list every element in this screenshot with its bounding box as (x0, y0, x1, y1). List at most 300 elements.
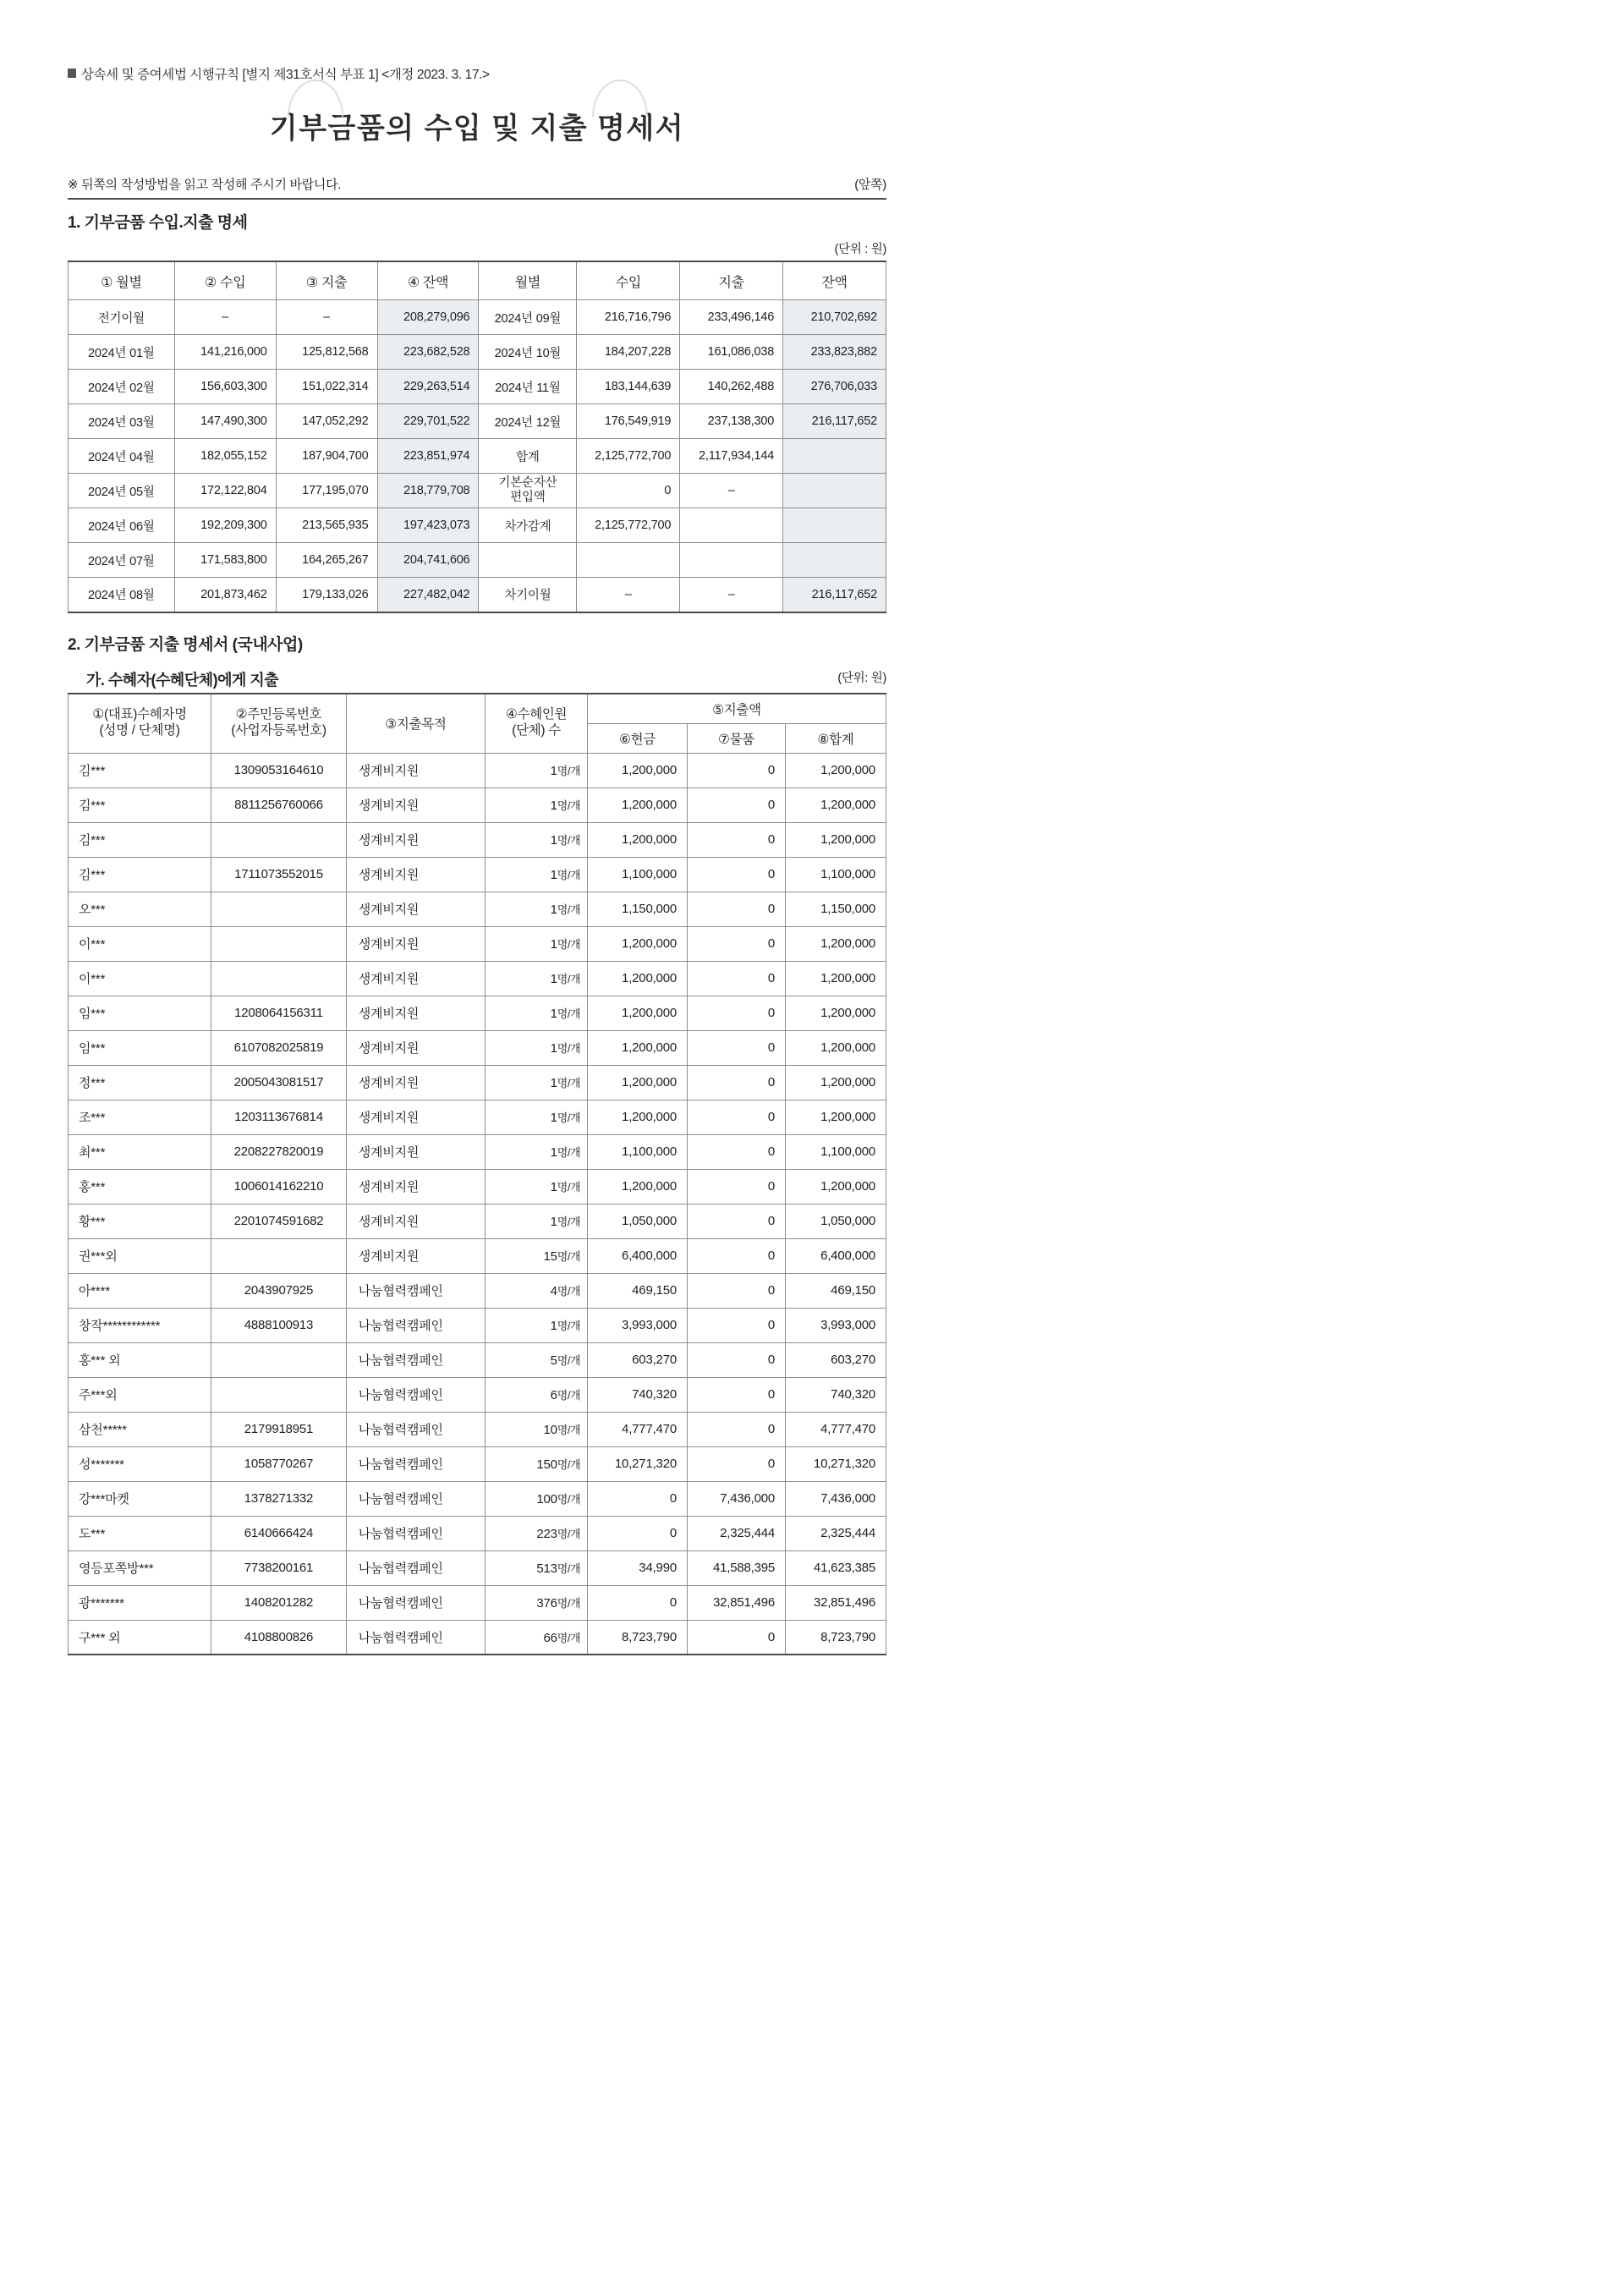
cell-beneficiary-name: 광******* (69, 1585, 211, 1620)
table-row (69, 1342, 886, 1377)
col-expense-amount-group: ⑤지출액 (588, 694, 886, 724)
scan-arc-right (592, 80, 648, 117)
cell-expense-right: 237,138,300 (680, 404, 783, 439)
cell-expense-purpose: 생계비지원 (346, 996, 485, 1030)
cell-registration-number: 4888100913 (211, 1308, 347, 1342)
cell-total-amount: 6,400,000 (786, 1238, 886, 1273)
col-month-right: 월별 (479, 261, 577, 300)
cell-income-right: 2,125,772,700 (577, 508, 680, 543)
col-registration-number (211, 694, 347, 754)
cell-goods-amount: 32,851,496 (687, 1585, 785, 1620)
cell-balance-left: 223,851,974 (377, 439, 479, 474)
table-row (69, 1585, 886, 1620)
cell-registration-number: 2179918951 (211, 1412, 347, 1446)
cell-beneficiary-count: 1명/개 (486, 1308, 588, 1342)
cell-goods-amount: 0 (687, 926, 785, 961)
table-row (69, 300, 886, 335)
notice-row (68, 175, 886, 193)
cell-cash-amount: 1,200,000 (588, 788, 688, 822)
table-row (69, 788, 886, 822)
cell-total-amount: 1,150,000 (786, 892, 886, 926)
cell-month-left: 2024년 07월 (69, 543, 175, 578)
cell-total-amount: 1,050,000 (786, 1204, 886, 1238)
cell-month-right: 2024년 10월 (479, 335, 577, 370)
cell-registration-number: 1208064156311 (211, 996, 347, 1030)
cell-goods-amount: 0 (687, 822, 785, 857)
cell-balance-left: 218,779,708 (377, 474, 479, 508)
cell-goods-amount: 0 (687, 1030, 785, 1065)
cell-income-right: – (577, 578, 680, 612)
table-row (69, 1100, 886, 1134)
cell-month-right: 2024년 09월 (479, 300, 577, 335)
table-row (69, 1550, 886, 1585)
cell-cash-amount: 1,200,000 (588, 1100, 688, 1134)
cell-income-left: 201,873,462 (174, 578, 276, 612)
cell-month-left: 2024년 04월 (69, 439, 175, 474)
cell-beneficiary-count: 1명/개 (486, 926, 588, 961)
cell-income-left: 171,583,800 (174, 543, 276, 578)
cell-total-amount: 3,993,000 (786, 1308, 886, 1342)
cell-beneficiary-name: 김*** (69, 822, 211, 857)
cell-income-right: 0 (577, 474, 680, 508)
cell-registration-number: 6140666424 (211, 1516, 347, 1550)
cell-beneficiary-name: 홍*** 외 (69, 1342, 211, 1377)
cell-beneficiary-name: 구*** 외 (69, 1620, 211, 1655)
table-row (69, 1238, 886, 1273)
col-registration-number-line2: (사업자등록번호) (231, 723, 326, 738)
cell-month-left: 2024년 05월 (69, 474, 175, 508)
col-expense-left: ③ 지출 (276, 261, 377, 300)
cell-balance-right (783, 474, 886, 508)
cell-expense-purpose: 생계비지원 (346, 1030, 485, 1065)
cell-beneficiary-name: 이*** (69, 961, 211, 996)
table-row (69, 1377, 886, 1412)
cell-expense-purpose: 나눔협력캠페인 (346, 1446, 485, 1481)
cell-cash-amount: 1,100,000 (588, 1134, 688, 1169)
cell-cash-amount: 603,270 (588, 1342, 688, 1377)
table-row (69, 1273, 886, 1308)
cell-beneficiary-count: 1명/개 (486, 822, 588, 857)
table-row (69, 1620, 886, 1655)
cell-beneficiary-name: 삼천***** (69, 1412, 211, 1446)
cell-cash-amount: 1,200,000 (588, 753, 688, 788)
section-2-subtitle: 가. 수혜자(수혜단체)에게 지출 (86, 671, 279, 689)
cell-beneficiary-name: 최*** (69, 1134, 211, 1169)
cell-registration-number (211, 926, 347, 961)
income-expense-table (68, 261, 886, 613)
page-title: 기부금품의 수입 및 지출 명세서 (269, 113, 685, 145)
cell-expense-right (680, 543, 783, 578)
cell-month-right (479, 543, 577, 578)
cell-expense-purpose: 생계비지원 (346, 1238, 485, 1273)
cell-beneficiary-count: 1명/개 (486, 1134, 588, 1169)
cell-cash-amount: 1,150,000 (588, 892, 688, 926)
cell-expense-right: 161,086,038 (680, 335, 783, 370)
income-expense-table-head (69, 261, 886, 300)
col-total: ⑧합계 (786, 723, 886, 753)
cell-cash-amount: 6,400,000 (588, 1238, 688, 1273)
cell-total-amount: 1,200,000 (786, 1169, 886, 1204)
table-row (69, 1169, 886, 1204)
cell-expense-purpose: 나눔협력캠페인 (346, 1620, 485, 1655)
cell-balance-left: 229,701,522 (377, 404, 479, 439)
col-expense-right: 지출 (680, 261, 783, 300)
cell-registration-number: 6107082025819 (211, 1030, 347, 1065)
cell-month-right: 2024년 12월 (479, 404, 577, 439)
table-row (69, 1030, 886, 1065)
cell-total-amount: 2,325,444 (786, 1516, 886, 1550)
cell-expense-purpose: 생계비지원 (346, 753, 485, 788)
cell-registration-number: 7738200161 (211, 1550, 347, 1585)
cell-beneficiary-count: 1명/개 (486, 788, 588, 822)
col-balance-left: ④ 잔액 (377, 261, 479, 300)
cell-registration-number: 1309053164610 (211, 753, 347, 788)
cell-goods-amount: 0 (687, 1204, 785, 1238)
cell-expense-right (680, 508, 783, 543)
cell-expense-purpose: 생계비지원 (346, 822, 485, 857)
cell-goods-amount: 0 (687, 753, 785, 788)
cell-total-amount: 603,270 (786, 1342, 886, 1377)
cell-registration-number (211, 1342, 347, 1377)
cell-cash-amount: 740,320 (588, 1377, 688, 1412)
cell-expense-left: 187,904,700 (276, 439, 377, 474)
table-row (69, 822, 886, 857)
cell-expense-purpose: 생계비지원 (346, 892, 485, 926)
table-row (69, 857, 886, 892)
cell-goods-amount: 0 (687, 1308, 785, 1342)
cell-beneficiary-count: 1명/개 (486, 996, 588, 1030)
col-income-left: ② 수입 (174, 261, 276, 300)
cell-registration-number: 2043907925 (211, 1273, 347, 1308)
cell-expense-purpose: 나눔협력캠페인 (346, 1273, 485, 1308)
scan-arc-left (288, 80, 343, 117)
cell-total-amount: 1,200,000 (786, 788, 886, 822)
cell-expense-purpose: 나눔협력캠페인 (346, 1342, 485, 1377)
cell-total-amount: 1,100,000 (786, 857, 886, 892)
cell-registration-number (211, 892, 347, 926)
cell-goods-amount: 0 (687, 1342, 785, 1377)
table-row (69, 335, 886, 370)
cell-goods-amount: 0 (687, 857, 785, 892)
cell-expense-right: 2,117,934,144 (680, 439, 783, 474)
cell-beneficiary-name: 강***마켓 (69, 1481, 211, 1516)
cell-goods-amount: 0 (687, 1446, 785, 1481)
cell-beneficiary-name: 홍*** (69, 1169, 211, 1204)
col-beneficiary-count-line2: (단체) 수 (512, 723, 561, 738)
cell-beneficiary-name: 김*** (69, 788, 211, 822)
cell-income-right: 183,144,639 (577, 370, 680, 404)
cell-income-right: 2,125,772,700 (577, 439, 680, 474)
cell-beneficiary-name: 황*** (69, 1204, 211, 1238)
cell-registration-number: 1058770267 (211, 1446, 347, 1481)
table-row (69, 370, 886, 404)
cell-expense-right: – (680, 578, 783, 612)
cell-beneficiary-name: 정*** (69, 1065, 211, 1100)
section-2-unit: (단위: 원) (837, 671, 886, 685)
cell-month-left: 2024년 08월 (69, 578, 175, 612)
cell-cash-amount: 1,200,000 (588, 822, 688, 857)
cell-expense-left: 213,565,935 (276, 508, 377, 543)
cell-beneficiary-count: 223명/개 (486, 1516, 588, 1550)
col-beneficiary-name (69, 694, 211, 754)
cell-beneficiary-count: 6명/개 (486, 1377, 588, 1412)
cell-balance-right: 233,823,882 (783, 335, 886, 370)
cell-beneficiary-name: 권***외 (69, 1238, 211, 1273)
cell-expense-purpose: 생계비지원 (346, 1204, 485, 1238)
cell-expense-left: 177,195,070 (276, 474, 377, 508)
cell-goods-amount: 0 (687, 892, 785, 926)
cell-balance-left: 227,482,042 (377, 578, 479, 612)
cell-expense-purpose: 생계비지원 (346, 788, 485, 822)
cell-expense-right: – (680, 474, 783, 508)
table-row (69, 404, 886, 439)
cell-expense-right: 140,262,488 (680, 370, 783, 404)
cell-beneficiary-count: 100명/개 (486, 1481, 588, 1516)
cell-goods-amount: 0 (687, 1412, 785, 1446)
table-header-row-1 (69, 694, 886, 724)
cell-month-right: 차가감계 (479, 508, 577, 543)
cell-cash-amount: 469,150 (588, 1273, 688, 1308)
cell-beneficiary-name: 아**** (69, 1273, 211, 1308)
cell-income-left: 156,603,300 (174, 370, 276, 404)
cell-registration-number: 4108800826 (211, 1620, 347, 1655)
form-reference-text: 상속세 및 증여세법 시행규칙 [별지 제31호서식 부표 1] <개정 2023. 3. 17.> (81, 68, 490, 82)
col-balance-right: 잔액 (783, 261, 886, 300)
beneficiary-table-head (69, 694, 886, 754)
cell-total-amount: 1,200,000 (786, 1100, 886, 1134)
cell-expense-purpose: 생계비지원 (346, 1065, 485, 1100)
cell-balance-right: 216,117,652 (783, 578, 886, 612)
cell-expense-left: 147,052,292 (276, 404, 377, 439)
cell-expense-purpose: 나눔협력캠페인 (346, 1308, 485, 1342)
cell-beneficiary-count: 15명/개 (486, 1238, 588, 1273)
cell-balance-right: 276,706,033 (783, 370, 886, 404)
cell-beneficiary-count: 1명/개 (486, 1204, 588, 1238)
income-expense-table-body (69, 300, 886, 612)
cell-goods-amount: 0 (687, 1134, 785, 1169)
cell-registration-number: 1203113676814 (211, 1100, 347, 1134)
beneficiary-table-body (69, 753, 886, 1655)
cell-expense-left: – (276, 300, 377, 335)
cell-expense-left: 179,133,026 (276, 578, 377, 612)
cell-beneficiary-name: 성******* (69, 1446, 211, 1481)
cell-beneficiary-count: 1명/개 (486, 1169, 588, 1204)
cell-month-left: 2024년 01월 (69, 335, 175, 370)
table-row (69, 474, 886, 508)
cell-expense-purpose: 생계비지원 (346, 1100, 485, 1134)
cell-beneficiary-count: 66명/개 (486, 1620, 588, 1655)
cell-expense-purpose: 생계비지원 (346, 1169, 485, 1204)
section-2-title: 2. 기부금품 지출 명세서 (국내사업) (68, 635, 303, 654)
cell-goods-amount: 0 (687, 1238, 785, 1273)
cell-cash-amount: 1,200,000 (588, 961, 688, 996)
cell-goods-amount: 0 (687, 1377, 785, 1412)
table-row (69, 578, 886, 612)
cell-balance-left: 223,682,528 (377, 335, 479, 370)
cell-total-amount: 8,723,790 (786, 1620, 886, 1655)
cell-income-left: 182,055,152 (174, 439, 276, 474)
section-1-title: 1. 기부금품 수입.지출 명세 (68, 214, 248, 232)
cell-beneficiary-name: 창작************ (69, 1308, 211, 1342)
cell-beneficiary-name: 영등포쪽방*** (69, 1550, 211, 1585)
cell-cash-amount: 3,993,000 (588, 1308, 688, 1342)
cell-expense-purpose: 생계비지원 (346, 926, 485, 961)
cell-goods-amount: 2,325,444 (687, 1516, 785, 1550)
cell-balance-left: 197,423,073 (377, 508, 479, 543)
cell-registration-number: 1408201282 (211, 1585, 347, 1620)
col-beneficiary-count-line1: ④수혜인원 (505, 707, 568, 722)
cell-balance-left: 208,279,096 (377, 300, 479, 335)
cell-expense-purpose: 나눔협력캠페인 (346, 1412, 485, 1446)
cell-expense-purpose: 생계비지원 (346, 961, 485, 996)
cell-cash-amount: 4,777,470 (588, 1412, 688, 1446)
cell-beneficiary-count: 4명/개 (486, 1273, 588, 1308)
cell-month-left: 전기이월 (69, 300, 175, 335)
cell-registration-number: 1378271332 (211, 1481, 347, 1516)
cell-balance-right: 216,117,652 (783, 404, 886, 439)
cell-beneficiary-name: 임*** (69, 996, 211, 1030)
cell-registration-number (211, 1238, 347, 1273)
cell-expense-purpose: 나눔협력캠페인 (346, 1481, 485, 1516)
cell-balance-right (783, 543, 886, 578)
cell-beneficiary-count: 10명/개 (486, 1412, 588, 1446)
cell-month-right: 합계 (479, 439, 577, 474)
cell-registration-number (211, 961, 347, 996)
cell-cash-amount: 34,990 (588, 1550, 688, 1585)
cell-beneficiary-name: 김*** (69, 753, 211, 788)
cell-goods-amount: 0 (687, 1273, 785, 1308)
cell-registration-number (211, 1377, 347, 1412)
table-row (69, 543, 886, 578)
cell-registration-number (211, 822, 347, 857)
cell-total-amount: 32,851,496 (786, 1585, 886, 1620)
table-row (69, 1065, 886, 1100)
header-divider (68, 198, 886, 200)
cell-cash-amount: 0 (588, 1516, 688, 1550)
col-month-left: ① 월별 (69, 261, 175, 300)
table-row (69, 961, 886, 996)
cell-beneficiary-count: 1명/개 (486, 1065, 588, 1100)
cell-month-right: 2024년 11월 (479, 370, 577, 404)
cell-expense-purpose: 나눔협력캠페인 (346, 1377, 485, 1412)
cell-expense-left: 125,812,568 (276, 335, 377, 370)
cell-goods-amount: 7,436,000 (687, 1481, 785, 1516)
cell-expense-purpose: 생계비지원 (346, 1134, 485, 1169)
cell-balance-left: 204,741,606 (377, 543, 479, 578)
cell-beneficiary-count: 1명/개 (486, 1030, 588, 1065)
cell-cash-amount: 1,200,000 (588, 926, 688, 961)
cell-income-right: 176,549,919 (577, 404, 680, 439)
cell-cash-amount: 1,200,000 (588, 1030, 688, 1065)
table-row (69, 508, 886, 543)
cell-total-amount: 1,200,000 (786, 1030, 886, 1065)
col-cash: ⑥현금 (588, 723, 688, 753)
col-beneficiary-name-line2: (성명 / 단체명) (99, 723, 180, 738)
cell-total-amount: 1,100,000 (786, 1134, 886, 1169)
cell-cash-amount: 1,200,000 (588, 1169, 688, 1204)
cell-registration-number: 2201074591682 (211, 1204, 347, 1238)
cell-income-left: 172,122,804 (174, 474, 276, 508)
cell-beneficiary-name: 조*** (69, 1100, 211, 1134)
table-row (69, 1412, 886, 1446)
table-header-row (69, 261, 886, 300)
cell-expense-purpose: 생계비지원 (346, 857, 485, 892)
cell-month-left: 2024년 03월 (69, 404, 175, 439)
cell-cash-amount: 1,200,000 (588, 996, 688, 1030)
cell-total-amount: 469,150 (786, 1273, 886, 1308)
cell-month-left: 2024년 02월 (69, 370, 175, 404)
table-row (69, 892, 886, 926)
cell-month-left: 2024년 06월 (69, 508, 175, 543)
cell-total-amount: 1,200,000 (786, 926, 886, 961)
cell-beneficiary-count: 513명/개 (486, 1550, 588, 1585)
cell-income-right: 184,207,228 (577, 335, 680, 370)
cell-registration-number: 2208227820019 (211, 1134, 347, 1169)
cell-cash-amount: 8,723,790 (588, 1620, 688, 1655)
cell-income-left: – (174, 300, 276, 335)
cell-goods-amount: 0 (687, 961, 785, 996)
table-row (69, 1204, 886, 1238)
cell-total-amount: 1,200,000 (786, 961, 886, 996)
cell-goods-amount: 0 (687, 788, 785, 822)
cell-goods-amount: 0 (687, 1100, 785, 1134)
cell-expense-purpose: 나눔협력캠페인 (346, 1585, 485, 1620)
cell-income-left: 141,216,000 (174, 335, 276, 370)
table-row (69, 1308, 886, 1342)
cell-beneficiary-count: 150명/개 (486, 1446, 588, 1481)
cell-beneficiary-count: 5명/개 (486, 1342, 588, 1377)
cell-beneficiary-name: 주***외 (69, 1377, 211, 1412)
page-side-label: (앞쪽) (854, 178, 886, 192)
bullet-square-icon (68, 69, 76, 78)
cell-income-left: 147,490,300 (174, 404, 276, 439)
cell-beneficiary-name: 도*** (69, 1516, 211, 1550)
cell-beneficiary-name: 오*** (69, 892, 211, 926)
table-row (69, 1516, 886, 1550)
form-reference-line (68, 64, 886, 83)
cell-goods-amount: 41,588,395 (687, 1550, 785, 1585)
col-beneficiary-count (486, 694, 588, 754)
col-registration-number-line1: ②주민등록번호 (235, 707, 322, 722)
table-row (69, 996, 886, 1030)
cell-cash-amount: 1,100,000 (588, 857, 688, 892)
cell-beneficiary-name: 이*** (69, 926, 211, 961)
cell-beneficiary-count: 1명/개 (486, 961, 588, 996)
cell-registration-number: 8811256760066 (211, 788, 347, 822)
col-expense-purpose: ③지출목적 (346, 694, 485, 754)
notice-text: ※ 뒤쪽의 작성방법을 읽고 작성해 주시기 바랍니다. (68, 178, 342, 192)
document-page (0, 64, 947, 1689)
table-row (69, 439, 886, 474)
cell-registration-number: 2005043081517 (211, 1065, 347, 1100)
cell-balance-right (783, 508, 886, 543)
section-1-unit: (단위 : 원) (834, 243, 886, 256)
cell-expense-right: 233,496,146 (680, 300, 783, 335)
cell-goods-amount: 0 (687, 1065, 785, 1100)
cell-beneficiary-count: 1명/개 (486, 1100, 588, 1134)
cell-expense-purpose: 나눔협력캠페인 (346, 1516, 485, 1550)
cell-income-right: 216,716,796 (577, 300, 680, 335)
cell-total-amount: 7,436,000 (786, 1481, 886, 1516)
cell-beneficiary-count: 1명/개 (486, 753, 588, 788)
cell-total-amount: 4,777,470 (786, 1412, 886, 1446)
cell-goods-amount: 0 (687, 1169, 785, 1204)
cell-cash-amount: 1,200,000 (588, 1065, 688, 1100)
cell-total-amount: 10,271,320 (786, 1446, 886, 1481)
cell-total-amount: 1,200,000 (786, 822, 886, 857)
cell-registration-number: 1711073552015 (211, 857, 347, 892)
table-row (69, 1134, 886, 1169)
